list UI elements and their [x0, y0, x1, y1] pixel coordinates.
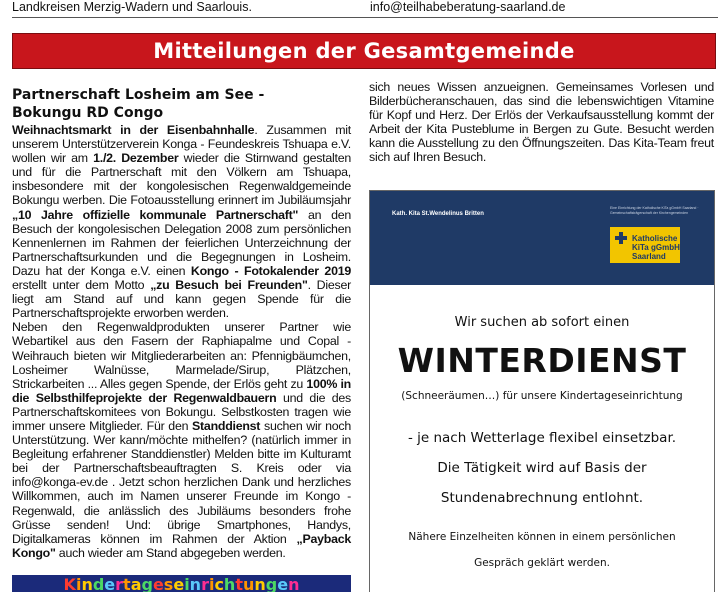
winterdienst-advertisement: [369, 190, 715, 592]
kindertageseinrichtungen-heading: [12, 575, 351, 592]
ad-header-label: Kath. Kita St.Wendelinus Britten: [392, 211, 484, 217]
kindertageseinrichtungen-heading-text: Kindertageseinrichtungen: [63, 575, 300, 592]
section-banner-title: Mitteilungen der Gesamtgemeinde: [153, 39, 575, 63]
right-column-text: [369, 80, 714, 165]
header-divider: [12, 17, 718, 18]
kita-logo: [610, 227, 680, 263]
ad-payment-line2: Stundenabrechnung entlohnt.: [440, 490, 644, 506]
header-email-text: info@teilhabeberatung-saarland.de: [370, 0, 566, 14]
section-banner: [12, 33, 716, 69]
kita-logo-icon: [615, 232, 627, 244]
kita-exhibition-text: sich neues Wissen anzueignen. Gemeinsames Vorlesen und Bilderbücheranschauen, das sind die lebenswichtigen Vitamine für Kopf und Herz. Der Erlös der Verkaufsausstellung kommt der Arbeit der Kita Pusteblume in Bergen zu Gute. Besucht werden kann die Ausstellung zu den Öffnungszeiten. Das Kita-Team freut sich auf Ihren Besuch.: [369, 80, 714, 165]
ad-details-line2: Gespräch geklärt werden.: [474, 557, 610, 569]
ad-flexible-line: - je nach Wetterlage flexibel einsetzbar.: [407, 430, 677, 446]
ad-subline: (Schneeräumen…) für unsere Kindertageseinrichtung: [401, 390, 683, 402]
ad-headline: WINTERDIENST: [397, 341, 687, 380]
article-title-line2: Bokungu RD Congo: [12, 105, 164, 121]
ad-payment-line1: Die Tätigkeit wird auf Basis der: [437, 460, 647, 476]
kita-logo-text: Katholische KiTa gGmbH Saarland: [632, 234, 680, 261]
article-title-line1: Partnerschaft Losheim am See -: [12, 87, 265, 103]
ad-intro: Wir suchen ab sofort einen: [454, 315, 630, 330]
article-paragraph-1: Weihnachtsmarkt in der Eisenbahnhalle. Zusammen mit unserem Unterstützerverein Konga - Feundeskreis Tshuapa e.V. wollen wir am 1./2. Dezember wieder die Stirnwand gestalten und für die Partnerschaft mit den Völkern am Tshuapa, insbesondere mit der kongolesischen Regenwaldgemeinde Bokungu werben. Die Fotoausstellung erinnert im Jubiläumsjahr „10 Jahre offizielle kommunale Partnerschaft" an den Besuch der kongolesischen Delegation 2008 zum persönlichen Kennenlernen im Rahmen der feierlichen Unterzeichnung der Partnerschaftsurkunden und die Begegnungen in Losheim. Dazu hat der Konga e.V. einen Kongo - Fotokalender 2019 erstellt unter dem Motto „zu Besuch bei Freunden". Dieser liegt am Stand auf und kann gegen Spende für die Partnerschaftsprojekte erworben werden.: [12, 123, 351, 321]
article-paragraph-2: Neben den Regenwaldprodukten unserer Partner wie Webartikel aus den Fasern der Raphiapalme und Copal - Weihrauch bieten wir Mitgliederarbeiten an: Pfennigbäumchen, Losheimer Walnüsse, Marmelade/Sirup, Plätzchen, Strickarbeiten ... Alles gegen Spende, der Erlös geht zu 100% in die Selbsthilfeprojekte der Regenwaldbauern und die des Partnerschaftskomitees von Bokungu. Selbstkosten tragen wie immer unsere Mitglieder. Für den Standdienst suchen wir noch Unterstützung. Wer kann/möchte mithelfen? (natürlich immer in Begleitung erfahrener Standdienstler) Melden bitte im Kulturamt bei der Partnerschaftsbeauftragten S. Kreis oder via info@konga-ev.de . Jetzt schon herzlichen Dank und herzliches Willkommen, auch im Namen unserer Freunde im Kongo - Regenwald, die anlässlich des Jubiläums besonders frohe Grüsse senden! Und: übrige Smartphones, Handys, Digitalkameras können im Rahmen der Aktion „Payback Kongo" auch wieder am Stand abgegeben werden.: [12, 320, 351, 560]
header-left-text: Landkreisen Merzig-Wadern und Saarlouis.: [12, 0, 252, 14]
ad-header-small-text: Eine Einrichtung der Katholische KiTa gGmbH Saarland · Gemeinschaftsträgerschaft der Kirchengemeinden: [610, 206, 699, 215]
ad-header: [370, 191, 714, 285]
ad-details-line1: Nähere Einzelheiten können in einem persönlichen: [408, 531, 676, 543]
article-column: [12, 86, 351, 560]
